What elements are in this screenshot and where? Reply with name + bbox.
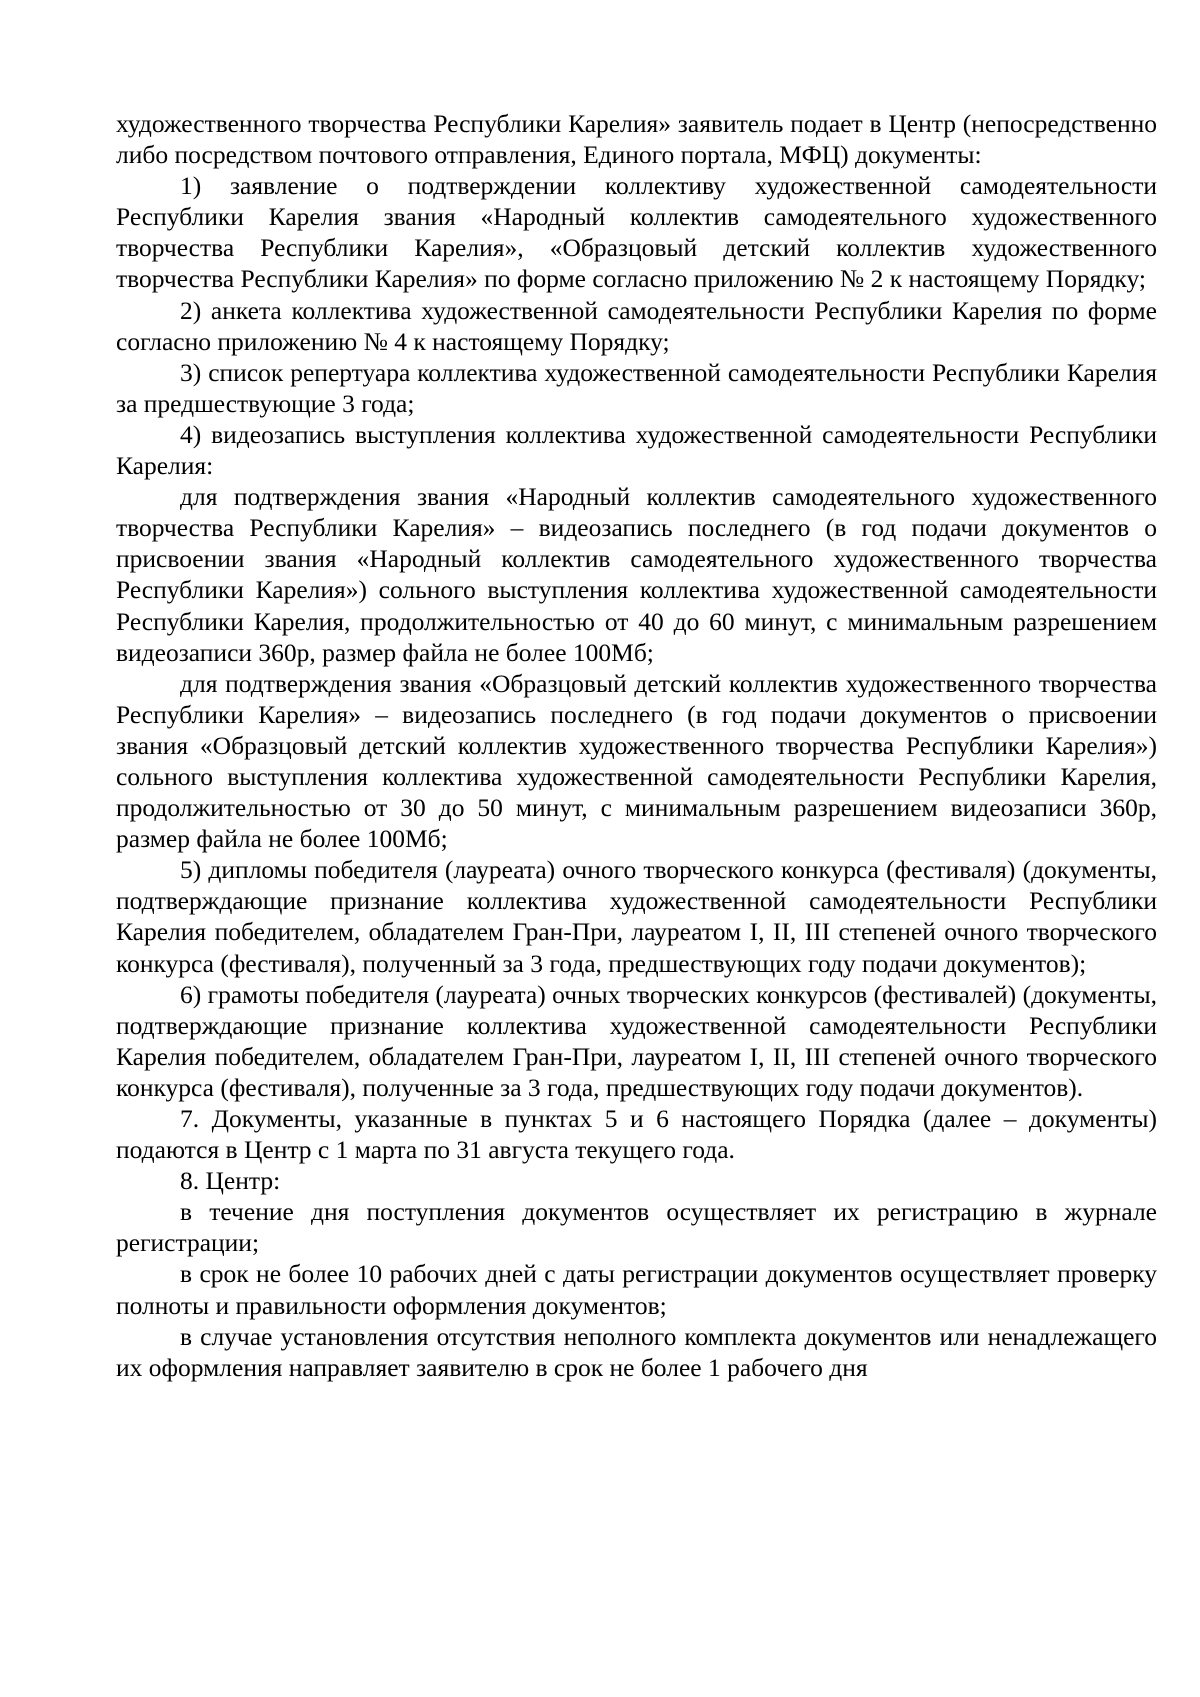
paragraph-item-5: 5) дипломы победителя (лауреата) очного творческого конкурса (фестиваля) (документы, подтверждающие признание коллектива художественной самодеятельности Республики Карелия победителем, обладателем Гран-При, лауреатом I, II, III степеней очного творческого конкурса (фестиваля), полученный за 3 года, предшествующих году подачи документов); <box>116 855 1157 978</box>
paragraph-intro: художественного творчества Республики Карелия» заявитель подает в Центр (непосредственно либо посредством почтового отправления, Единого портала, МФЦ) документы: <box>116 109 1157 170</box>
paragraph-item-2: 2) анкета коллектива художественной самодеятельности Республики Карелия по форме согласно приложению № 4 к настоящему Порядку; <box>116 295 1157 356</box>
paragraph-item-6: 6) грамоты победителя (лауреата) очных творческих конкурсов (фестивалей) (документы, подтверждающие признание коллектива художественной самодеятельности Республики Карелия победителем, обладателем Гран-При, лауреатом I, II, III степеней очного творческого конкурса (фестиваля), полученные за 3 года, предшествующих году подачи документов). <box>116 979 1157 1102</box>
paragraph-clause-7: 7. Документы, указанные в пунктах 5 и 6 настоящего Порядка (далее – документы) подаются в Центр с 1 марта по 31 августа текущего года. <box>116 1104 1157 1165</box>
document-page <box>116 108 1157 1383</box>
paragraph-video-folk-collective: для подтверждения звания «Народный коллектив самодеятельного художественного творчества Республики Карелия» – видеозапись последнего (в год подачи документов о присвоении звания «Народный коллектив самодеятельного художественного творчества Республики Карелия») сольного выступления коллектива художественной самодеятельности Республики Карелия, продолжительностью от 40 до 60 минут, с минимальным разрешением видеозаписи 360p, размер файла не более 100Мб; <box>116 482 1157 667</box>
paragraph-item-1: 1) заявление о подтверждении коллективу художественной самодеятельности Республики Карелия звания «Народный коллектив самодеятельного художественного творчества Республики Карелия», «Образцовый детский коллектив художественного творчества Республики Карелия» по форме согласно приложению № 2 к настоящему Порядку; <box>116 171 1157 294</box>
paragraph-registration: в течение дня поступления документов осуществляет их регистрацию в журнале регистрации; <box>116 1197 1157 1258</box>
paragraph-item-3: 3) список репертуара коллектива художественной самодеятельности Республики Карелия за предшествующие 3 года; <box>116 357 1157 418</box>
paragraph-incomplete-set: в случае установления отсутствия неполного комплекта документов или ненадлежащего их оформления направляет заявителю в срок не более 1 рабочего дня <box>116 1321 1157 1382</box>
paragraph-clause-8: 8. Центр: <box>180 1166 281 1196</box>
paragraph-video-exemplary-collective: для подтверждения звания «Образцовый детский коллектив художественного творчества Республики Карелия» – видеозапись последнего (в год подачи документов о присвоении звания «Образцовый детский коллектив художественного творчества Республики Карелия») сольного выступления коллектива художественной самодеятельности Республики Карелия, продолжительностью от 30 до 50 минут, с минимальным разрешением видеозаписи 360p, размер файла не более 100Мб; <box>116 668 1157 854</box>
paragraph-verification: в срок не более 10 рабочих дней с даты регистрации документов осуществляет проверку полноты и правильности оформления документов; <box>116 1259 1157 1320</box>
paragraph-item-4: 4) видеозапись выступления коллектива художественной самодеятельности Республики Карелия: <box>116 419 1157 481</box>
